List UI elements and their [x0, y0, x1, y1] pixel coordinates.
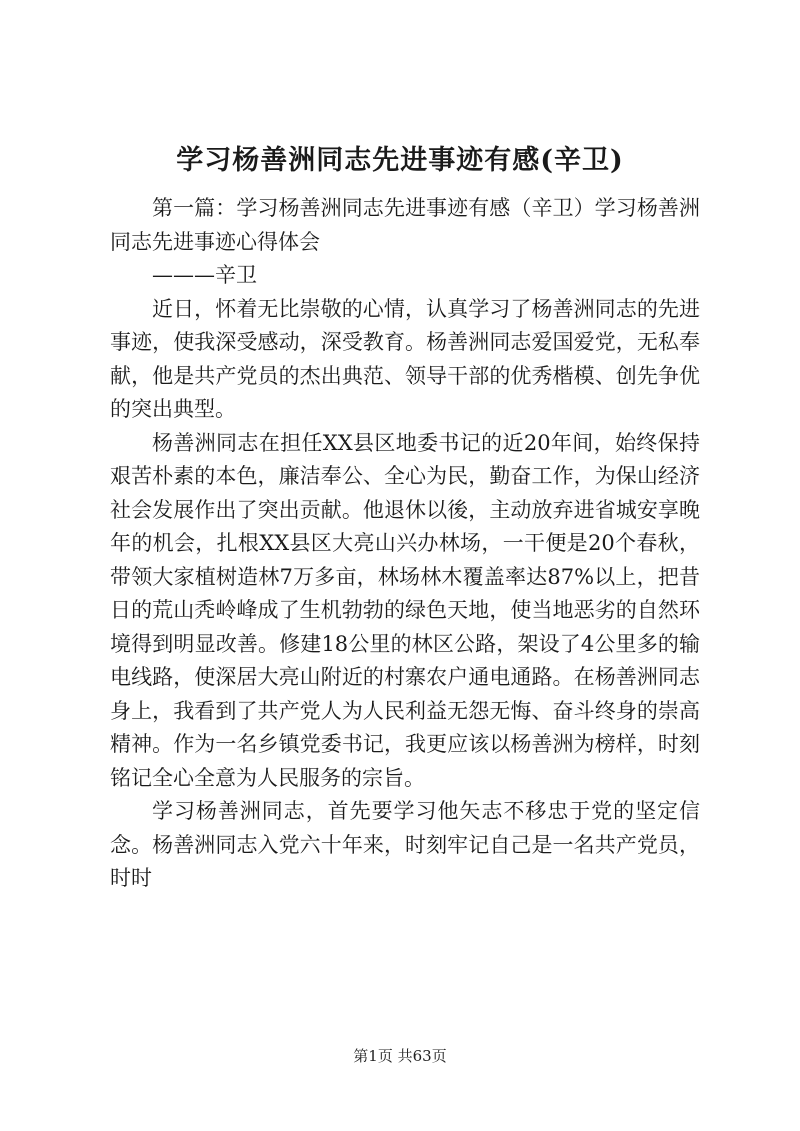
document-body [110, 192, 700, 896]
page-footer: 第1页 共63页 [353, 1047, 447, 1065]
paragraph-belief: 学习杨善洲同志，首先要学习他矢志不移忠于党的坚定信念。杨善洲同志入党六十年来，时刻牢记自己是一名共产党员，时时 [110, 799, 700, 890]
paragraph-intro: 近日，怀着无比崇敬的心情，认真学习了杨善洲同志的先进事迹，使我深受感动，深受教育。杨善洲同志爱国爱党，无私奉献，他是共产党员的杰出典范、领导干部的优秀楷模、创先争优的突出典型。 [110, 296, 700, 421]
paragraph-deeds: 杨善洲同志在担任XX县区地委书记的近20年间，始终保持艰苦朴素的本色，廉洁奉公、全心为民，勤奋工作，为保山经济社会发展作出了突出贡献。他退休以後，主动放弃进省城安享晚年的机会，扎根XX县区大亮山兴办林场，一干便是20个春秋，带领大家植树造林7万多亩，林场林木覆盖率达87%以上，把昔日的荒山秃岭峰成了生机勃勃的绿色天地，使当地恶劣的自然环境得到明显改善。修建18公里的林区公路，架设了4公里多的输电线路，使深居大亮山附近的村寨农户通电通路。在杨善洲同志身上，我看到了共产党人为人民利益无怨无悔、奋斗终身的崇高精神。作为一名乡镇党委书记，我更应该以杨善洲为榜样，时刻铭记全心全意为人民服务的宗旨。 [110, 430, 700, 790]
document-title: 学习杨善洲同志先进事迹有感(辛卫) [176, 145, 624, 176]
paragraph-author: ———辛卫 [152, 263, 257, 287]
paragraph-heading: 第一篇：学习杨善洲同志先进事迹有感（辛卫）学习杨善洲同志先进事迹心得体会 [110, 196, 700, 254]
